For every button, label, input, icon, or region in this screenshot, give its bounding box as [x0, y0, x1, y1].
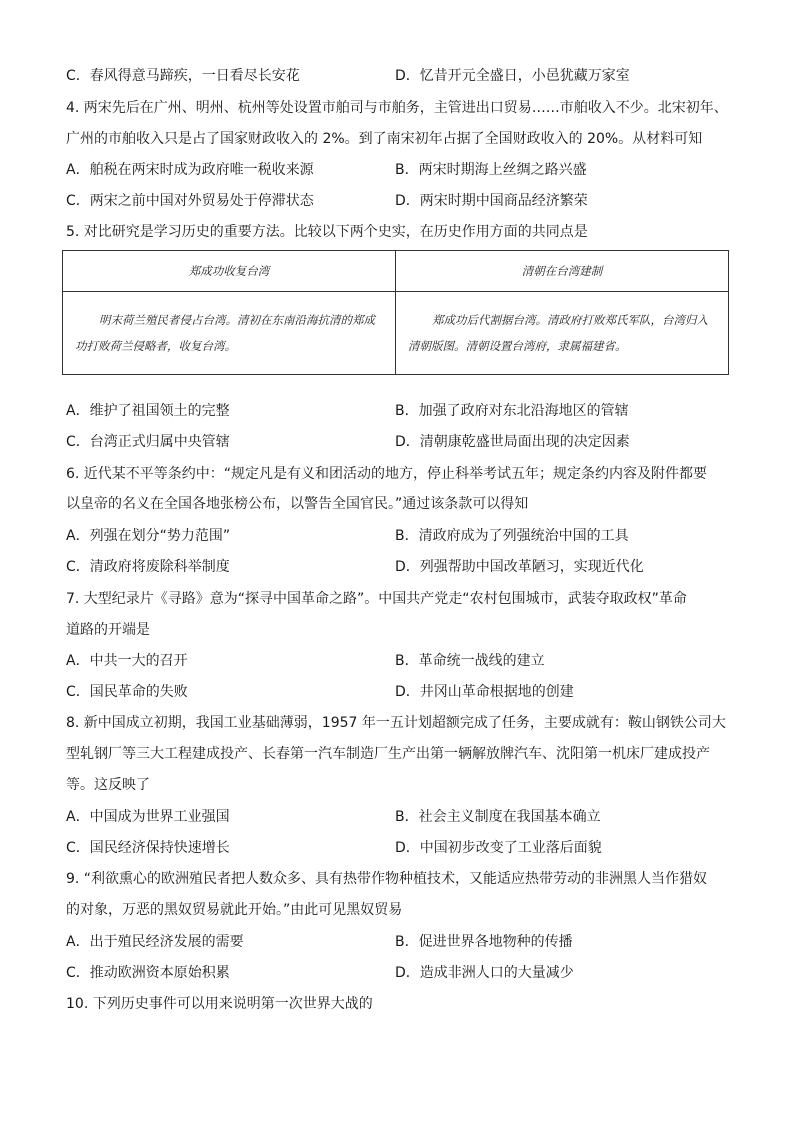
q8-option-d: D．中国初步改变了工业落后面貌: [395, 840, 602, 856]
q9-option-d: D．造成非洲人口的大量减少: [395, 965, 574, 981]
q8-stem-line1: 8. 新中国成立初期，我国工业基础薄弱，1957 年一五计划超额完成了任务，主要成就有：鞍山钢铁公司大: [66, 715, 726, 731]
q6-option-d: D．列强帮助中国改革陋习，实现近代化: [395, 559, 644, 575]
prev-option-d: D．忆昔开元全盛日，小邑犹藏万家室: [395, 68, 630, 84]
q8-option-c: C．国民经济保持快速增长: [66, 840, 230, 856]
q4-stem-line1: 4. 两宋先后在广州、明州、杭州等处设置市舶司与市舶务，主管进出口贸易……市舶收入不少。北宋初年、: [66, 100, 728, 116]
q4-option-a: A．舶税在两宋时成为政府唯一税收来源: [66, 162, 314, 178]
q7-stem-line1: 7. 大型纪录片《寻路》意为“探寻中国革命之路”。中国共产党走“农村包围城市，武装夺取政权”革命: [66, 591, 687, 607]
q4-option-d: D．两宋时期中国商品经济繁荣: [395, 193, 588, 209]
q8-option-a: A．中国成为世界工业强国: [66, 809, 230, 825]
q5-option-d: D．清朝康乾盛世局面出现的决定因素: [395, 434, 630, 450]
q8-stem-line2: 型轧钢厂等三大工程建成投产、长春第一汽车制造厂生产出第一辆解放牌汽车、沈阳第一机床厂建成投产: [66, 746, 710, 762]
q6-option-b: B．清政府成为了列强统治中国的工具: [395, 528, 629, 544]
q5-option-c: C．台湾正式归属中央管辖: [66, 434, 230, 450]
q8-option-b: B．社会主义制度在我国基本确立: [395, 809, 601, 825]
q9-option-c: C．推动欧洲资本原始积累: [66, 965, 230, 981]
q7-stem-line2: 道路的开端是: [66, 622, 150, 638]
q5-stem-line1: 5. 对比研究是学习历史的重要方法。比较以下两个史实，在历史作用方面的共同点是: [66, 224, 588, 240]
q7-option-a: A．中共一大的召开: [66, 653, 188, 669]
q5-option-a: A．维护了祖国领土的完整: [66, 403, 230, 419]
q9-option-b: B．促进世界各地物种的传播: [395, 934, 573, 950]
comparison-table: [62, 250, 729, 375]
table-cell-right-text: 郑成功后代割据台湾。清政府打败郑氏军队，台湾归入清朝版图。清朝设置台湾府，隶属福建省。: [408, 313, 708, 353]
q7-option-d: D．井冈山革命根据地的创建: [395, 684, 574, 700]
q8-stem-line3: 等。这反映了: [66, 777, 150, 793]
table-cell-left-text: 明末荷兰殖民者侵占台湾。清初在东南沿海抗清的郑成功打败荷兰侵略者，收复台湾。: [75, 313, 375, 353]
table-cell-right: [396, 292, 729, 375]
q6-stem-line2: 以皇帝的名义在全国各地张榜公布，以警告全国官民。”通过该条款可以得知: [66, 496, 529, 512]
table-header-right: 清朝在台湾建制: [396, 251, 729, 292]
q9-stem-line2: 的对象，万恶的黑奴贸易就此开始。”由此可见黑奴贸易: [66, 902, 403, 918]
q4-stem-line2: 广州的市舶收入只是占了国家财政收入的 2%。到了南宋初年占据了全国财政收入的 20%。从材料可知: [66, 131, 703, 147]
q4-option-c: C．两宋之前中国对外贸易处于停滞状态: [66, 193, 314, 209]
q9-stem-line1: 9. “利欲熏心的欧洲殖民者把人数众多、具有热带作物种植技术，又能适应热带劳动的非洲黑人当作猎奴: [66, 871, 708, 887]
q4-option-b: B．两宋时期海上丝绸之路兴盛: [395, 162, 587, 178]
prev-option-c: C．春风得意马蹄疾，一日看尽长安花: [66, 68, 300, 84]
q6-option-a: A．列强在划分“势力范围”: [66, 528, 231, 544]
q10-stem-line1: 10. 下列历史事件可以用来说明第一次世界大战的: [66, 996, 373, 1012]
q6-option-c: C．清政府将废除科举制度: [66, 559, 230, 575]
q9-option-a: A．出于殖民经济发展的需要: [66, 934, 244, 950]
q5-option-b: B．加强了政府对东北沿海地区的管辖: [395, 403, 629, 419]
q7-option-b: B．革命统一战线的建立: [395, 653, 545, 669]
table-cell-left: [63, 292, 396, 375]
table-header-left: 郑成功收复台湾: [63, 251, 396, 292]
q7-option-c: C．国民革命的失败: [66, 684, 188, 700]
q6-stem-line1: 6. 近代某不平等条约中：“规定凡是有义和团活动的地方，停止科举考试五年；规定条约内容及附件都要: [66, 466, 708, 482]
